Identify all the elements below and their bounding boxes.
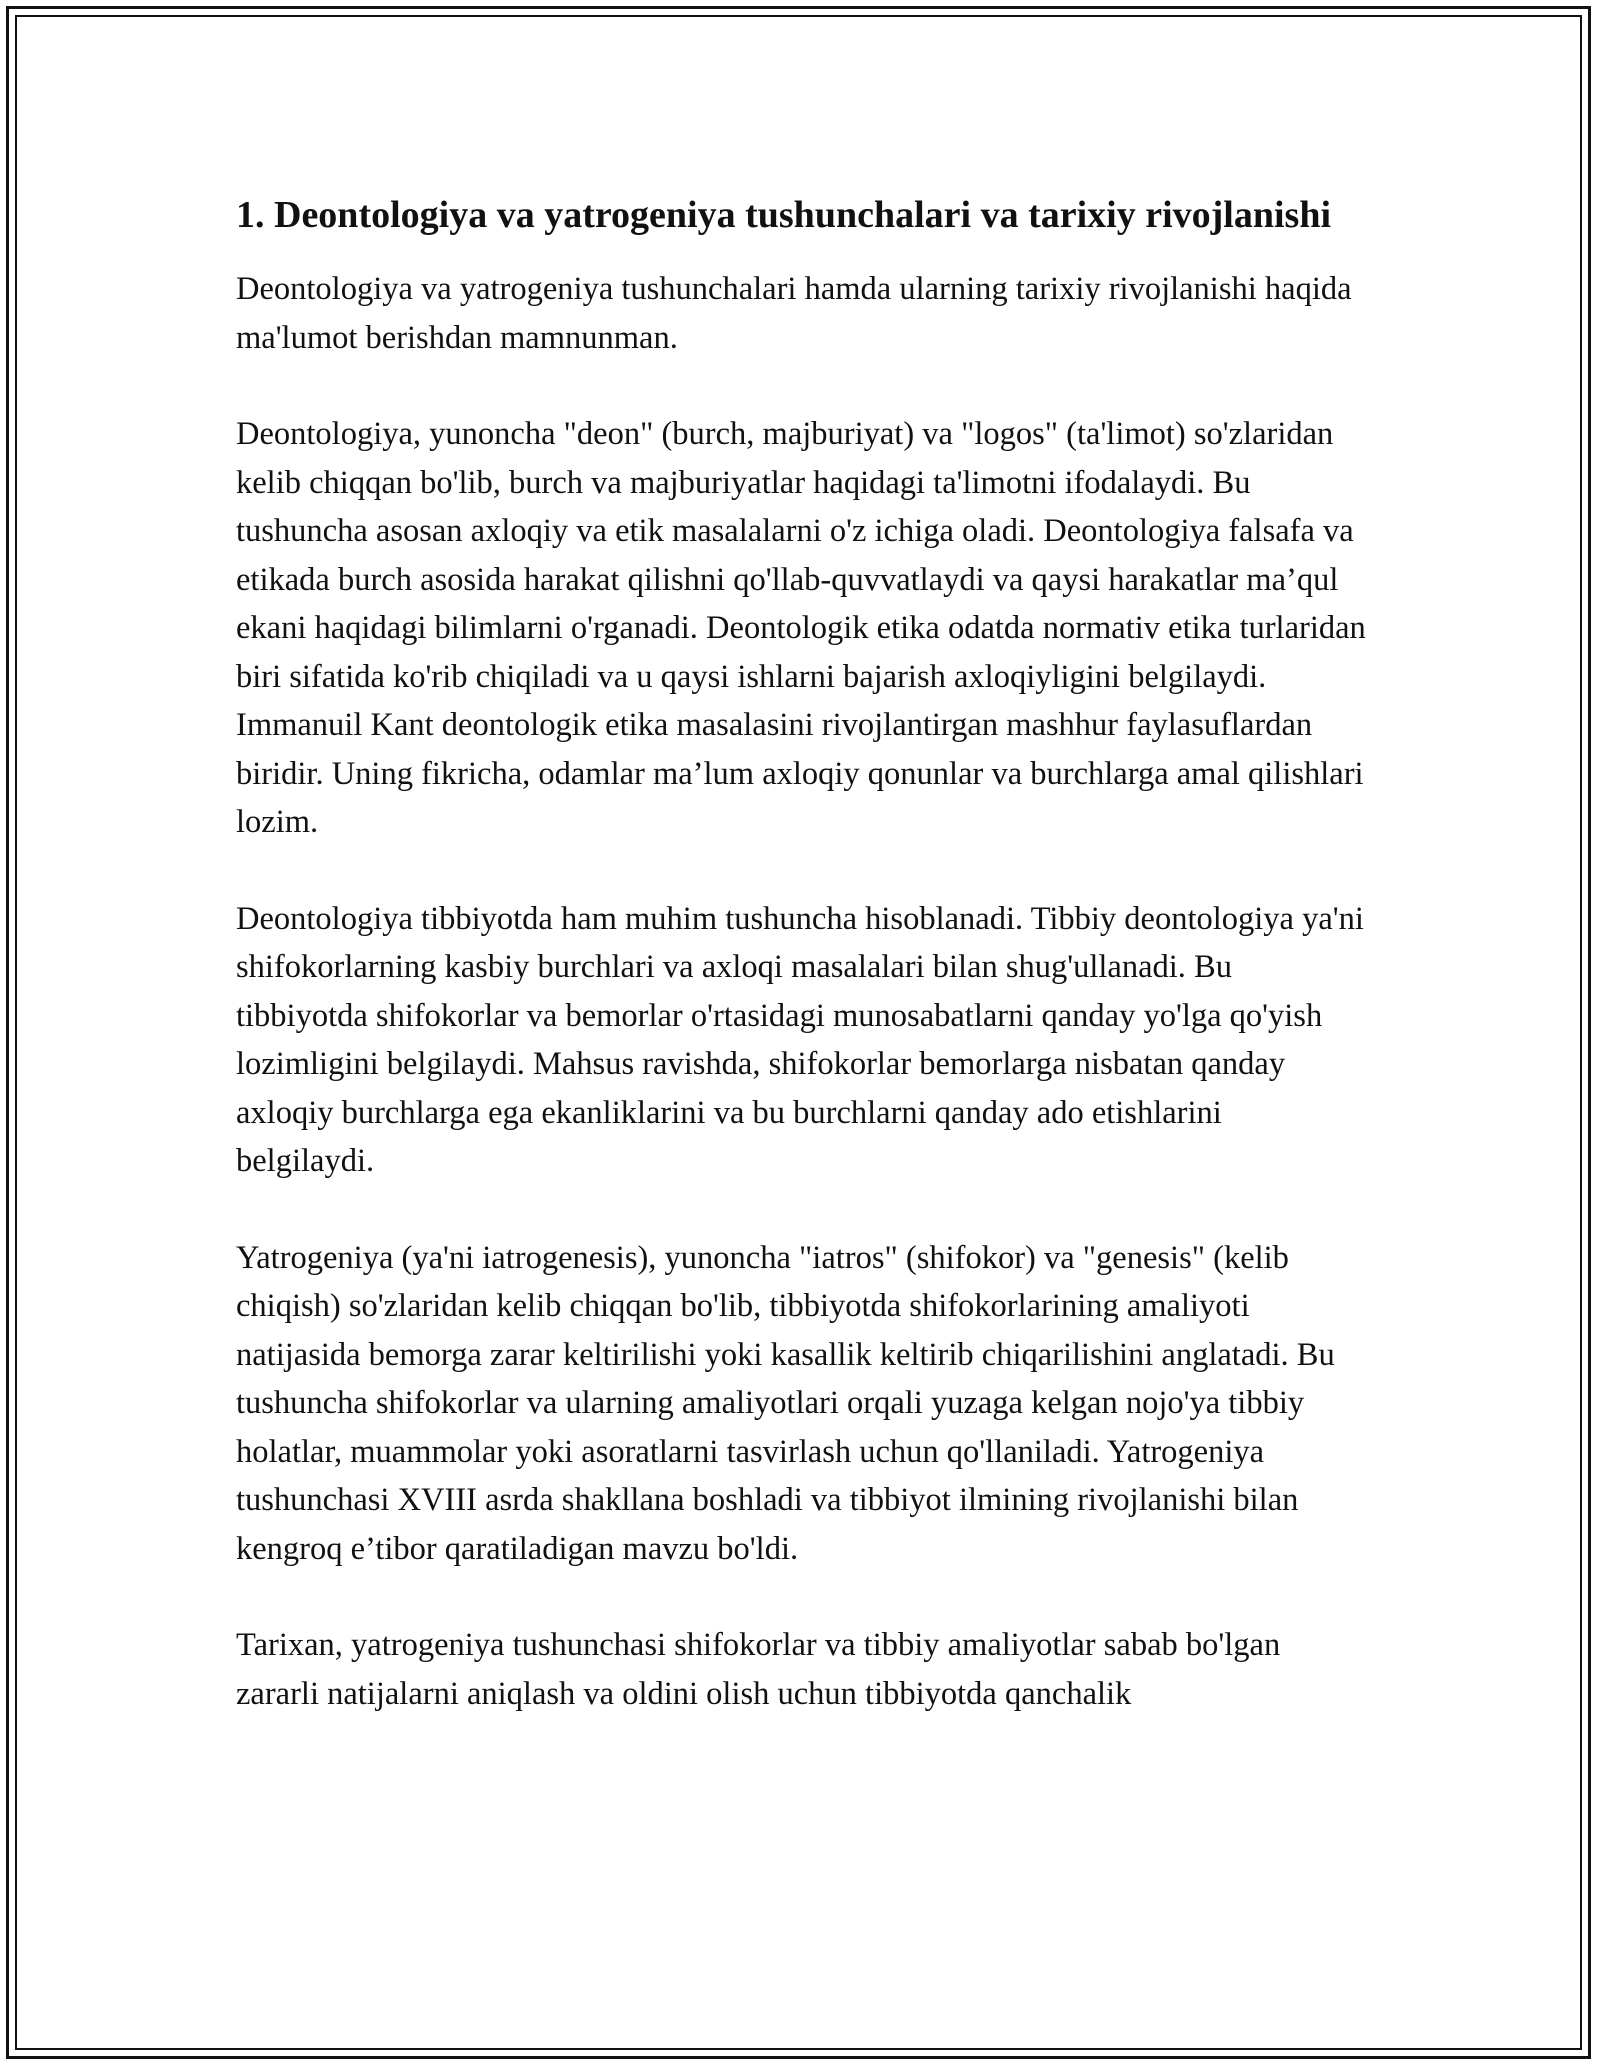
paragraph-iatrogenesis-definition: Yatrogeniya (ya'ni iatrogenesis), yunoncha "iatros" (shifokor) va "genesis" (kelib chiqish) so'zlaridan kelib chiqqan bo'lib, tibbiyotda shifokorlarining amaliyoti natijasida bemorga zarar keltirilishi yoki kasallik keltirib chiqarilishini anglatadi. Bu tushuncha shifokorlar va ularning amaliyotlari orqali yuzaga kelgan nojo'ya tibbiy holatlar, muammolar yoki asoratlarni tasvirlash uchun qo'llaniladi. Yatrogeniya tushunchasi XVIII asrda shakllana boshladi va tibbiyot ilmining rivojlanishi bilan kengroq e’tibor qaratiladigan mavzu bo'ldi.: [236, 1239, 1335, 1567]
paragraph-deontology-definition: Deontologiya, yunoncha "deon" (burch, majburiyat) va "logos" (ta'limot) so'zlaridan kelib chiqqan bo'lib, burch va majburiyatlar haqidagi ta'limotni ifodalaydi. Bu tushuncha asosan axloqiy va etik masalalarni o'z ichiga oladi. Deontologiya falsafa va etikada burch asosida harakat qilishni qo'llab-quvvatlaydi va qaysi harakatlar ma’qul ekani haqidagi bilimlarni o'rganadi. Deontologik etika odatda normativ etika turlaridan biri sifatida ko'rib chiqiladi va u qaysi ishlarni bajarish axloqiyligini belgilaydi. Immanuil Kant deontologik etika masalasini rivojlantirgan mashhur faylasuflardan biridir. Uning fikricha, odamlar ma’lum axloqiy qonunlar va burchlarga amal qilishlari lozim.: [236, 416, 1366, 840]
paragraph-intro: Deontologiya va yatrogeniya tushunchalari hamda ularning tarixiy rivojlanishi haqida ma'lumot berishdan mamnunman.: [236, 271, 1352, 356]
paragraph-medical-deontology: Deontologiya tibbiyotda ham muhim tushuncha hisoblanadi. Tibbiy deontologiya ya'ni shifokorlarning kasbiy burchlari va axloqi masalalari bilan shug'ullanadi. Bu tibbiyotda shifokorlar va bemorlar o'rtasidagi munosabatlarni qanday yo'lga qo'yish lozimligini belgilaydi. Mahsus ravishda, shifokorlar bemorlarga nisbatan qanday axloqiy burchlarga ega ekanliklarini va bu burchlarni qanday ado etishlarini belgilaydi.: [236, 900, 1364, 1179]
paragraph-iatrogenesis-history: Tarixan, yatrogeniya tushunchasi shifokorlar va tibbiy amaliyotlar sabab bo'lgan zararli natijalarni aniqlash va oldini olish uchun tibbiyotda qanchalik: [236, 1627, 1281, 1712]
document-title: 1. Deontologiya va yatrogeniya tushunchalari va tarixiy rivojlanishi: [236, 194, 1332, 236]
document-body: [236, 188, 1366, 1718]
